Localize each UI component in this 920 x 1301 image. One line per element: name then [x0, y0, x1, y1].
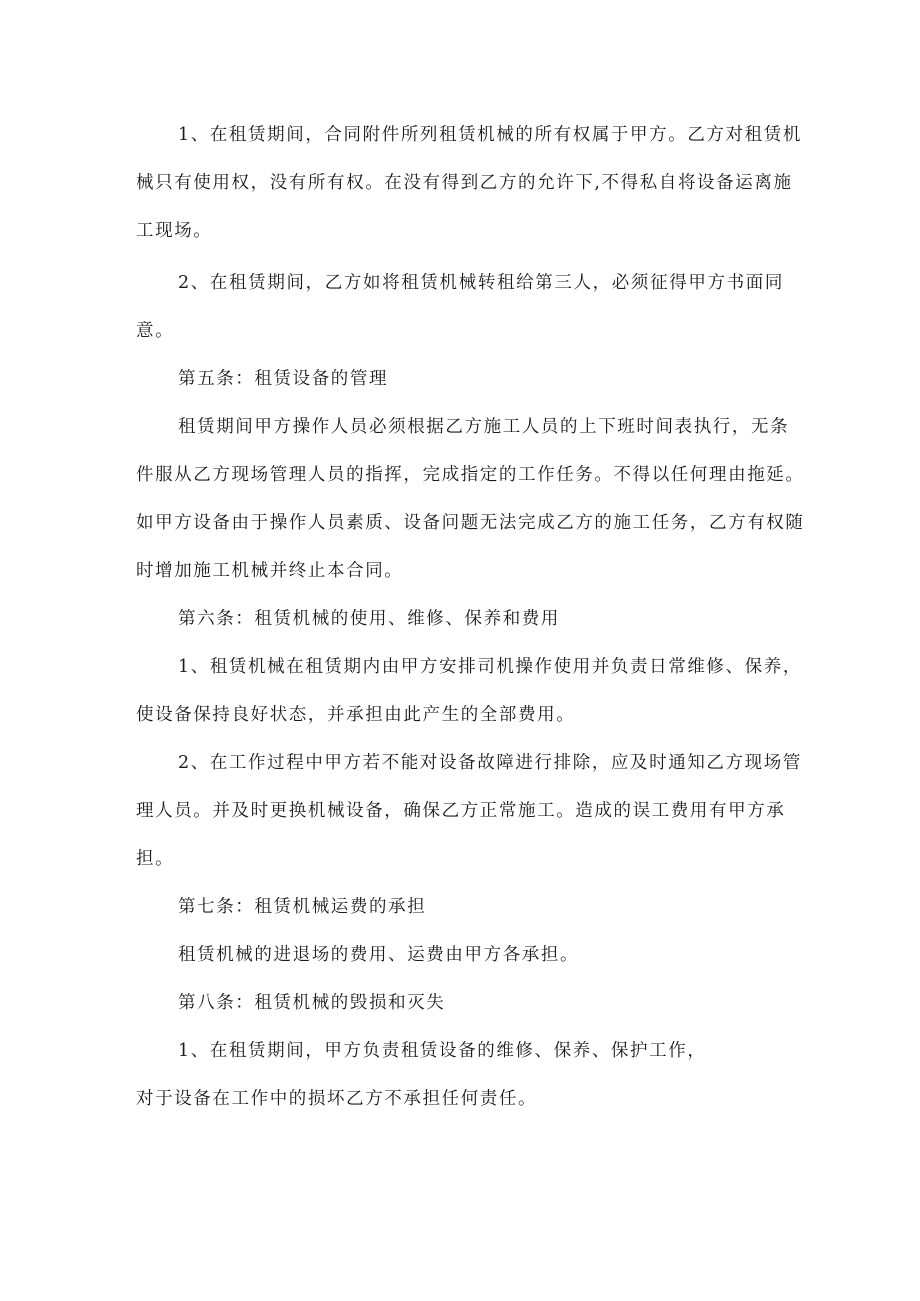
text-line: 使设备保持良好状态，并承担由此产生的全部费用。 — [136, 705, 576, 725]
section-heading: 第八条：租赁机械的毁损和灭失 — [178, 993, 446, 1013]
text-line: 时增加施工机械并终止本合同。 — [136, 561, 404, 581]
text-line: 租赁期间甲方操作人员必须根据乙方施工人员的上下班时间表执行，无条 — [178, 417, 790, 437]
text-line: 工现场。 — [136, 221, 213, 241]
text-line: 械只有使用权，没有所有权。在没有得到乙方的允许下,不得私自将设备运离施 — [136, 173, 793, 193]
document-page — [136, 118, 805, 1116]
section-heading: 第六条：租赁机械的使用、维修、保养和费用 — [178, 609, 560, 629]
section-heading: 第五条：租赁设备的管理 — [178, 369, 389, 389]
text-line: 2、在租赁期间，乙方如将租赁机械转租给第三人，必须征得甲方书面同 — [178, 273, 784, 293]
text-line: 租赁机械的进退场的费用、运费由甲方各承担。 — [178, 945, 580, 965]
text-line: 理人员。并及时更换机械设备，确保乙方正常施工。造成的误工费用有甲方承 — [136, 801, 786, 821]
text-line: 意。 — [136, 321, 175, 341]
text-line: 1、租赁机械在租赁期内由甲方安排司机操作使用并负责日常维修、保养， — [178, 657, 802, 677]
section-heading: 第七条：租赁机械运费的承担 — [178, 897, 427, 917]
text-line: 如甲方设备由于操作人员素质、设备问题无法完成乙方的施工任务，乙方有权随 — [136, 513, 805, 533]
text-line: 对于设备在工作中的损坏乙方不承担任何责任。 — [136, 1089, 538, 1109]
text-line: 件服从乙方现场管理人员的指挥，完成指定的工作任务。不得以任何理由拖延。 — [136, 465, 805, 485]
text-line: 担。 — [136, 849, 175, 869]
text-line: 1、在租赁期间，甲方负责租赁设备的维修、保养、保护工作， — [178, 1041, 707, 1061]
text-line: 1、在租赁期间，合同附件所列租赁机械的所有权属于甲方。乙方对租赁机 — [178, 125, 802, 145]
text-line: 2、在工作过程中甲方若不能对设备故障进行排除，应及时通知乙方现场管 — [178, 753, 802, 773]
